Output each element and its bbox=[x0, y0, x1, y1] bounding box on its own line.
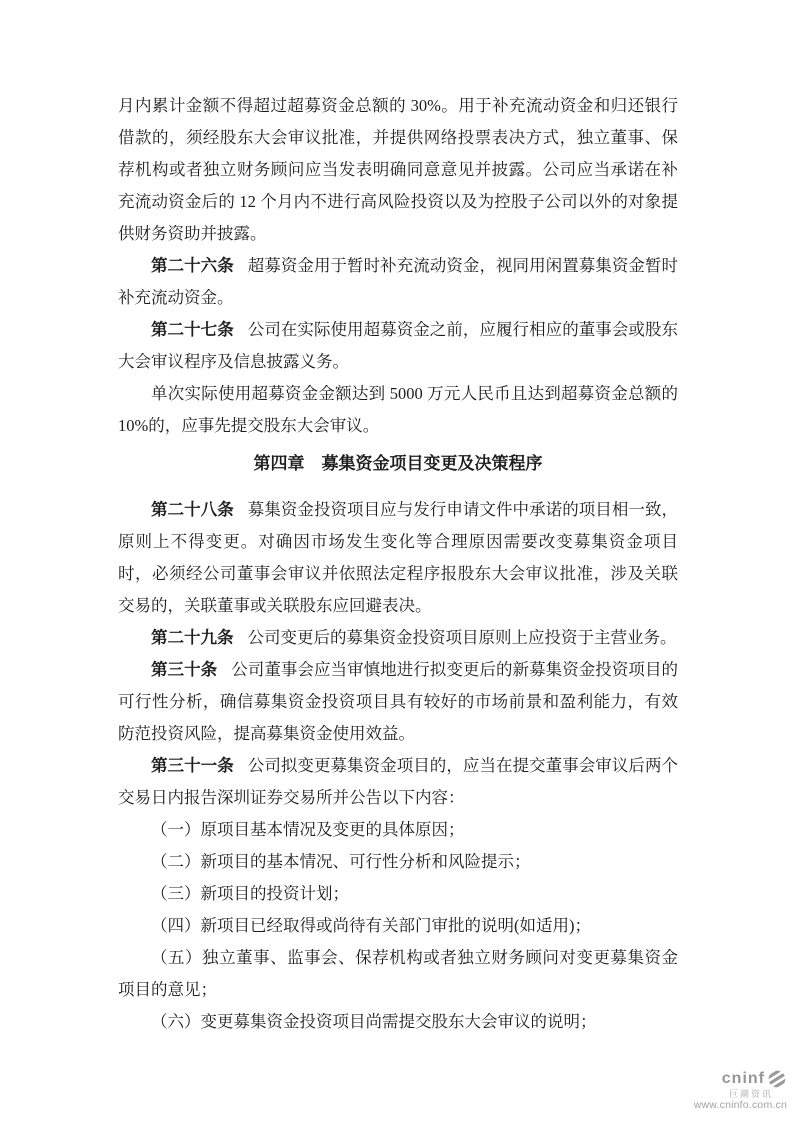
cninfo-brand-row bbox=[694, 1069, 787, 1089]
article-31-label: 第三十一条 bbox=[151, 756, 234, 775]
cninfo-swirl-icon bbox=[767, 1069, 787, 1089]
cninfo-logo bbox=[694, 1069, 787, 1112]
cninfo-url: www.cninfo.com.cn bbox=[693, 1099, 787, 1112]
paragraph-article-27-supplement: 单次实际使用超募资金金额达到 5000 万元人民币且达到超募资金总额的10%的，应事先提交股东大会审议。 bbox=[118, 384, 678, 435]
list-item-1: （一）原项目基本情况及变更的具体原因； bbox=[151, 820, 465, 839]
paragraph-article-29 bbox=[118, 622, 678, 654]
cninfo-chinese-name: 巨潮资讯 bbox=[728, 1088, 773, 1099]
article-26-label: 第二十六条 bbox=[151, 256, 234, 275]
list-item-2: （二）新项目的基本情况、可行性分析和风险提示； bbox=[151, 852, 531, 871]
chapter-heading: 第四章 募集资金项目变更及决策程序 bbox=[253, 454, 543, 473]
article-28-text: 募集资金投资项目应与发行申请文件中承诺的项目相一致，原则上不得变更。对确因市场发生变化等合理原因需要改变募集资金项目时，必须经公司董事会审议并依照法定程序报股东大会审议批准，涉及关联交易的，关联董事或关联股东应回避表决。 bbox=[118, 500, 679, 615]
list-item-3: （三）新项目的投资计划； bbox=[151, 884, 349, 903]
article-29-label: 第二十九条 bbox=[151, 628, 234, 647]
paragraph-article-27 bbox=[118, 314, 678, 378]
paragraph-article-30 bbox=[118, 654, 678, 750]
article-28-label: 第二十八条 bbox=[151, 500, 234, 519]
list-item-5: （五）独立董事、监事会、保荐机构或者独立财务顾问对变更募集资金项目的意见； bbox=[118, 948, 678, 999]
list-item-6: （六）变更募集资金投资项目尚需提交股东大会审议的说明； bbox=[151, 1012, 597, 1031]
article-27-label: 第二十七条 bbox=[151, 320, 234, 339]
paragraph-article-31 bbox=[118, 750, 678, 814]
article-29-text: 公司变更后的募集资金投资项目原则上应投资于主营业务。 bbox=[247, 628, 677, 647]
paragraph-article-26 bbox=[118, 250, 678, 314]
paragraph-continuation: 月内累计金额不得超过超募资金总额的 30%。用于补充流动资金和归还银行借款的，须经股东大会审议批准，并提供网络投票表决方式，独立董事、保荐机构或者独立财务顾问应当发表明确同意意见并披露。公司应当承诺在补充流动资金后的 12 个月内不进行高风险投资以及为控股子公司以外的对象提供财务资助并披露。 bbox=[118, 96, 678, 243]
document-body bbox=[118, 90, 678, 1038]
list-item-4: （四）新项目已经取得或尚待有关部门审批的说明(如适用)； bbox=[151, 916, 591, 935]
article-26-text: 超募资金用于暂时补充流动资金，视同用闲置募集资金暂时补充流动资金。 bbox=[118, 256, 679, 307]
article-31-text: 公司拟变更募集资金项目的，应当在提交董事会审议后两个交易日内报告深圳证券交易所并公告以下内容： bbox=[118, 756, 679, 807]
article-27-text: 公司在实际使用超募资金之前，应履行相应的董事会或股东大会审议程序及信息披露义务。 bbox=[118, 320, 679, 371]
article-30-text: 公司董事会应当审慎地进行拟变更后的新募集资金投资项目的可行性分析，确信募集资金投资项目具有较好的市场前景和盈利能力，有效防范投资风险，提高募集资金使用效益。 bbox=[118, 660, 679, 743]
cninfo-brand-text: cninf bbox=[721, 1069, 765, 1087]
paragraph-article-28 bbox=[118, 494, 678, 622]
article-30-label: 第三十条 bbox=[151, 660, 218, 679]
